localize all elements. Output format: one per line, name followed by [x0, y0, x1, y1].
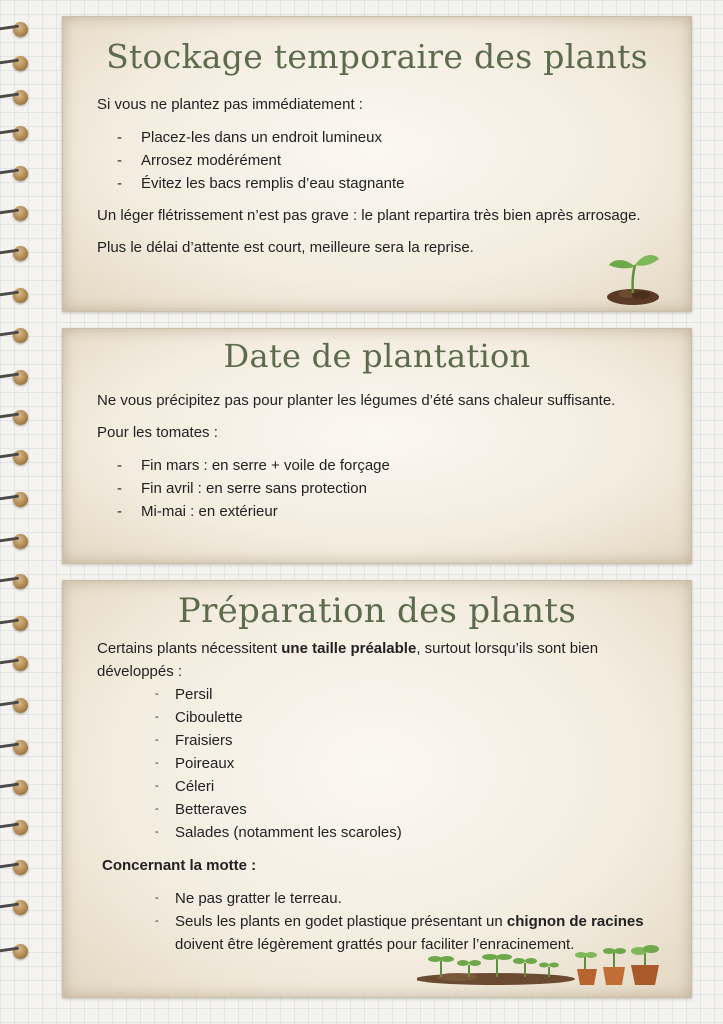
planting-date-intro: Ne vous précipitez pas pour planter les légumes d’été sans chaleur suffisante.	[97, 392, 616, 409]
list-item: - Céleri	[155, 778, 215, 795]
ring-icon	[13, 574, 28, 589]
ring-icon	[13, 22, 28, 37]
preparation-title: Préparation des plants	[177, 591, 577, 631]
storage-wilting-note: Un léger flétrissement n’est pas grave : le plant repartira très bien après arrosage.	[97, 207, 641, 224]
ring-icon	[13, 450, 28, 465]
list-item: - Betteraves	[155, 801, 247, 818]
list-item: - Placez-les dans un endroit lumineux	[117, 129, 382, 146]
storage-card	[62, 16, 692, 312]
storage-list	[97, 126, 657, 195]
list-item: - Seuls les plants en godet plastique présentant un chignon de racines doivent être légèrement grattés pour faciliter l’enracinement.	[155, 913, 644, 953]
ring-icon	[13, 492, 28, 507]
list-item: - Fin avril : en serre sans protection	[117, 480, 367, 497]
list-item: - Arrosez modérément	[117, 152, 282, 169]
list-item: - Fin mars : en serre + voile de forçage	[117, 457, 390, 474]
ring-icon	[13, 900, 28, 915]
tomatoes-label: Pour les tomates :	[97, 424, 218, 441]
ring-icon	[13, 246, 28, 261]
ring-icon	[13, 328, 28, 343]
preparation-card	[62, 580, 692, 998]
ring-icon	[13, 860, 28, 875]
plants-list	[97, 683, 657, 844]
ring-icon	[13, 698, 28, 713]
ring-icon	[13, 656, 28, 671]
seedlings-icon	[417, 937, 673, 987]
ring-icon	[13, 90, 28, 105]
list-item: - Mi-mai : en extérieur	[117, 503, 278, 520]
planting-date-title: Date de plantation	[223, 337, 531, 375]
list-item: - Poireaux	[155, 755, 235, 772]
list-item: - Fraisiers	[155, 732, 233, 749]
motte-heading: Concernant la motte :	[102, 857, 257, 874]
list-item: - Salades (notamment les scaroles)	[155, 824, 402, 841]
ring-icon	[13, 56, 28, 71]
ring-icon	[13, 206, 28, 221]
planting-date-card	[62, 328, 692, 564]
tomatoes-list	[97, 454, 657, 523]
ring-icon	[13, 288, 28, 303]
ring-icon	[13, 616, 28, 631]
ring-icon	[13, 370, 28, 385]
list-item: - Ne pas gratter le terreau.	[155, 890, 342, 907]
ring-icon	[13, 780, 28, 795]
storage-title: Stockage temporaire des plants	[106, 37, 648, 76]
ring-icon	[13, 166, 28, 181]
preparation-intro: Certains plants nécessitent une taille préalable, surtout lorsqu’ils sont bien développés :	[97, 640, 599, 680]
ring-icon	[13, 534, 28, 549]
ring-icon	[13, 740, 28, 755]
storage-delay-note: Plus le délai d’attente est court, meilleure sera la reprise.	[97, 239, 474, 256]
notebook-rings	[0, 0, 40, 1024]
list-item: - Évitez les bacs remplis d’eau stagnante	[117, 175, 405, 192]
ring-icon	[13, 126, 28, 141]
list-item: - Ciboulette	[155, 709, 243, 726]
sprout-icon	[605, 247, 661, 305]
storage-intro: Si vous ne plantez pas immédiatement :	[97, 96, 363, 113]
list-item: - Persil	[155, 686, 213, 703]
ring-icon	[13, 820, 28, 835]
ring-icon	[13, 944, 28, 959]
ring-icon	[13, 410, 28, 425]
